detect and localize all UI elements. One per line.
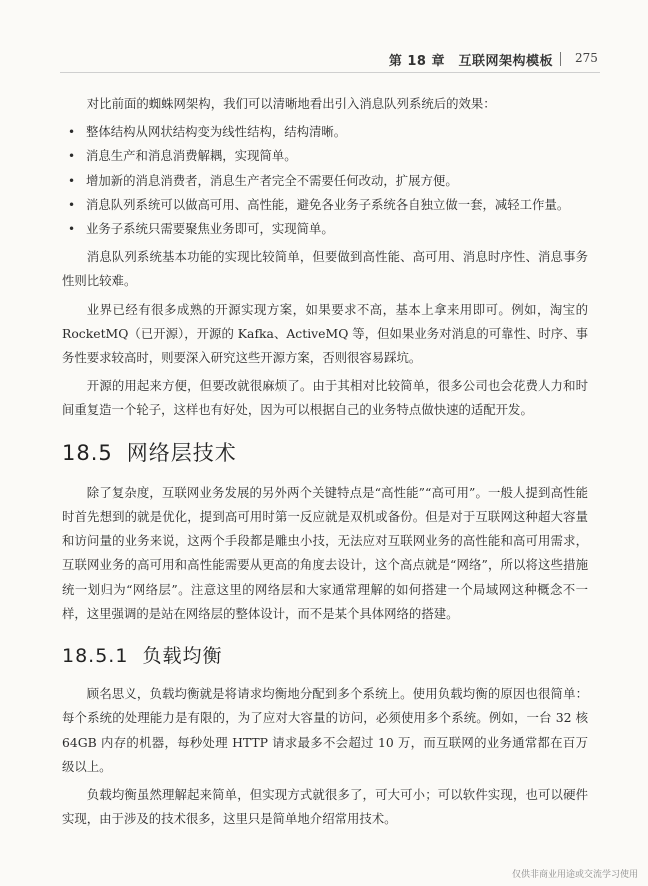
chapter-title: 第 18 章 互联网架构模板 [388,54,553,69]
body-paragraph: 负载均衡虽然理解起来简单，但实现方式就很多了，可大可小；可以软件实现，也可以硬件实现，由于涉及的技术很多，这里只是简单地介绍常用技术。 [62,787,588,827]
body-paragraph: 消息队列系统基本功能的实现比较简单，但要做到高性能、高可用、消息时序性、消息事务性则比较难。 [62,249,588,289]
effects-list [62,120,588,241]
section-heading [62,441,588,465]
page-number: 275 [575,51,598,65]
body-paragraph: 开源的用起来方便，但要改就很麻烦了。由于其相对比较简单，很多公司也会花费人力和时间重复造一个轮子，这样也有好处，因为可以根据自己的业务特点做快速的适配开发。 [62,378,588,418]
list-item: • 整体结构从网状结构变为线性结构，结构清晰。 [62,120,588,144]
page-content [62,92,588,835]
list-item: • 消息生产和消息消费解耦，实现简单。 [62,144,588,168]
list-item: • 消息队列系统可以做高可用、高性能，避免各业务子系统各自独立做一套，减轻工作量。 [62,193,588,217]
subsection-title: 负载均衡 [142,645,223,668]
page-header [0,0,648,72]
body-paragraph: 除了复杂度，互联网业务发展的另外两个关键特点是“高性能”“高可用”。一般人提到高性能时首先想到的就是优化，提到高可用时第一反应就是双机或备份。但是对于互联网这种超大容量和访问量的业务来说，这两个手段都是雕虫小技，无法应对互联网业务的高性能和高可用需求，互联网业务的高可用和高性能需要从更高的角度去设计，这个高点就是“网络”，所以将这些措施统一划归为“网络层”。注意这里的网络层和大家通常理解的如何搭建一个局域网这种概念不一样，这里强调的是站在网络层的整体设计，而不是某个具体网络的搭建。 [62,484,588,621]
list-item: • 业务子系统只需要聚焦业务即可，实现简单。 [62,217,588,241]
section-number: 18.5 [62,440,113,465]
intro-paragraph: 对比前面的蜘蛛网架构，我们可以清晰地看出引入消息队列系统后的效果： [86,96,496,111]
header-rule [60,72,600,73]
header-separator [560,52,561,66]
subsection-number: 18.5.1 [62,645,129,668]
list-item: • 增加新的消息消费者，消息生产者完全不需要任何改动，扩展方便。 [62,169,588,193]
section-title: 网络层技术 [126,440,237,465]
body-paragraph: 顾名思义，负载均衡就是将请求均衡地分配到多个系统上。使用负载均衡的原因也很简单：每个系统的处理能力是有限的，为了应对大容量的访问，必须使用多个系统。例如，一台 32 核 64GB 内存的机器，每秒处理 HTTP 请求最多不会超过 10 万，而互联网的业务通常都在百万级以上。 [62,686,588,774]
body-paragraph: 业界已经有很多成熟的开源实现方案，如果要求不高，基本上拿来用即可。例如，淘宝的 RocketMQ（已开源），开源的 Kafka、ActiveMQ 等，但如果业务对消息的可靠性、时序、事务性要求较高时，则要深入研究这些开源方案，否则很容易踩坑。 [62,301,588,366]
subsection-heading [62,644,588,668]
footer-note: 仅供非商业用途或交流学习使用 [511,870,638,880]
